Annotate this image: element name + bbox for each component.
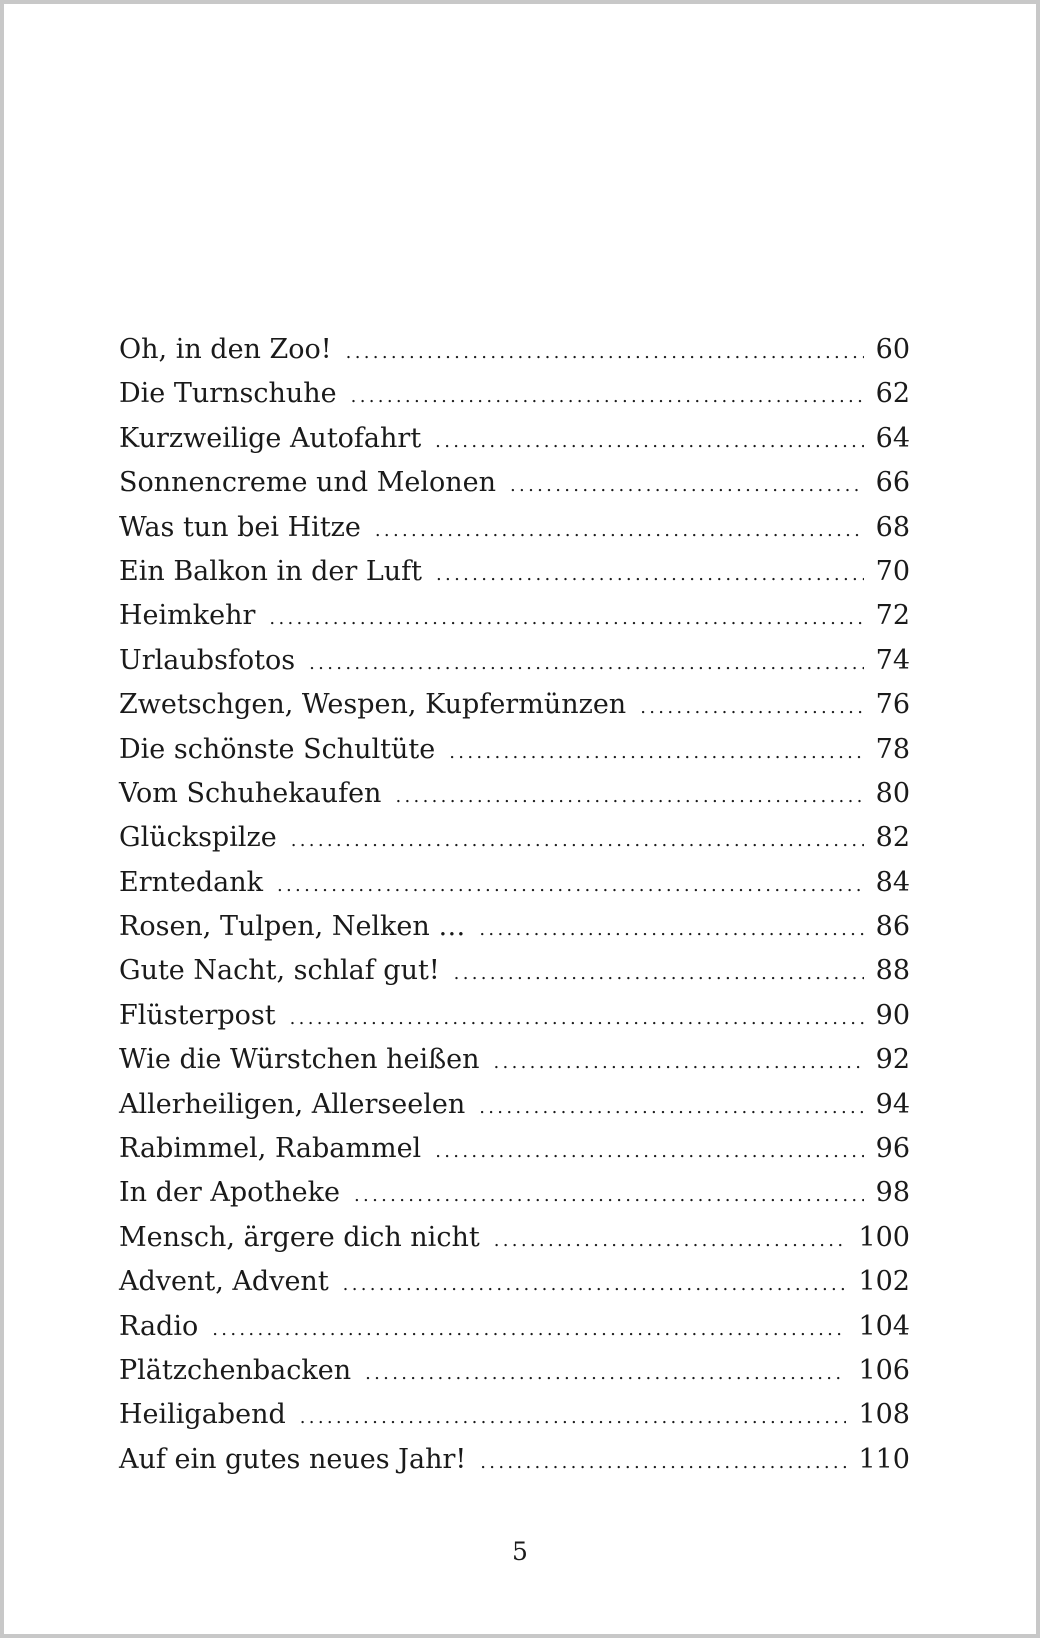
toc-entry-title: Oh, in den Zoo! [119,334,332,365]
dot-leader [269,608,863,629]
toc-entry [119,378,910,422]
dot-leader [212,1319,846,1340]
toc-entry-title: Auf ein gutes neues Jahr! [119,1443,467,1475]
toc-entry [119,556,910,600]
toc-entry-page: 84 [875,866,910,898]
dot-leader [435,431,863,452]
toc-entry-page: 70 [875,555,910,587]
toc-entry-page: 82 [875,822,910,854]
toc-entry [119,1089,910,1133]
toc-entry-title: Rabimmel, Rabammel [119,1133,422,1165]
dot-leader [346,342,864,363]
toc-entry-title: Sonnencreme und Melonen [119,467,496,499]
toc-entry-title: Vom Schuhekaufen [119,777,382,809]
toc-entry [119,1000,910,1044]
toc-entry [119,334,910,378]
toc-entry-page: 62 [875,378,910,410]
toc-entry [119,1133,910,1177]
dot-leader [309,653,864,674]
toc-entry-page: 92 [875,1044,910,1076]
toc-entry-title: Gute Nacht, schlaf gut! [119,955,440,987]
dot-leader [351,386,864,407]
toc-entry-page: 68 [875,511,910,543]
page-number: 5 [512,1537,528,1566]
toc-entry [119,689,910,733]
toc-entry-page: 102 [858,1266,910,1298]
toc-entry-page: 106 [858,1354,910,1386]
toc-entry-title: Advent, Advent [119,1266,329,1298]
dot-leader [300,1407,847,1428]
dot-leader [291,830,864,851]
toc-entry-page: 90 [875,999,910,1031]
toc-entry-page: 98 [875,1177,910,1209]
toc-entry-title: Kurzweilige Autofahrt [119,422,422,454]
dot-leader [494,1230,847,1251]
toc-entry [119,512,910,556]
dot-leader [435,1141,863,1162]
toc-entry-title: Heimkehr [119,600,256,632]
dot-leader [277,875,864,896]
dot-leader [375,520,864,541]
dot-leader [454,963,864,984]
dot-leader [290,1008,864,1029]
toc-entry-title: Zwetschgen, Wespen, Kupfermünzen [119,689,627,721]
toc-entry-title: Plätzchenbacken [119,1354,352,1386]
table-of-contents [119,334,910,1488]
toc-entry-page: 72 [875,600,910,632]
toc-entry-title: Erntedank [119,866,263,898]
toc-entry-page: 74 [875,644,910,676]
toc-entry-title: Urlaubsfotos [119,644,296,676]
toc-entry-page: 86 [875,911,910,943]
dot-leader [493,1052,863,1073]
toc-entry-title: Mensch, ärgere dich nicht [119,1221,480,1253]
toc-entry [119,1444,910,1488]
toc-entry [119,645,910,689]
toc-entry-page: 78 [875,733,910,765]
toc-entry [119,955,910,999]
toc-entry-page: 96 [875,1133,910,1165]
toc-entry-page: 80 [875,777,910,809]
dot-leader [449,742,863,763]
dot-leader [365,1363,846,1384]
toc-entry [119,1266,910,1310]
toc-entry-title: In der Apotheke [119,1177,340,1209]
toc-entry [119,1044,910,1088]
toc-entry-page: 110 [858,1443,910,1475]
toc-entry-page: 100 [858,1221,910,1253]
toc-entry-page: 60 [875,334,910,365]
toc-entry-page: 94 [875,1088,910,1120]
dot-leader [479,1097,863,1118]
toc-entry [119,734,910,778]
toc-entry [119,1177,910,1221]
dot-leader [436,564,864,585]
toc-entry [119,1311,910,1355]
toc-entry-page: 88 [875,955,910,987]
toc-entry [119,600,910,644]
toc-entry-page: 104 [858,1310,910,1342]
toc-entry [119,778,910,822]
dot-leader [395,786,863,807]
toc-entry [119,867,910,911]
toc-entry-title: Flüsterpost [119,999,276,1031]
dot-leader [479,919,863,940]
dot-leader [343,1274,847,1295]
toc-entry-page: 66 [875,467,910,499]
dot-leader [480,1452,846,1473]
dot-leader [510,475,864,496]
toc-entry [119,1222,910,1266]
toc-entry-title: Rosen, Tulpen, Nelken … [119,911,466,943]
toc-entry [119,1399,910,1443]
toc-entry [119,822,910,866]
toc-entry-title: Was tun bei Hitze [119,511,361,543]
toc-entry [119,467,910,511]
toc-entry-title: Ein Balkon in der Luft [119,555,422,587]
toc-entry-page: 64 [875,422,910,454]
toc-entry [119,423,910,467]
toc-entry-title: Die Turnschuhe [119,378,337,410]
toc-entry-title: Allerheiligen, Allerseelen [119,1088,466,1120]
toc-entry [119,1355,910,1399]
toc-entry-title: Radio [119,1310,199,1342]
toc-entry-title: Heiligabend [119,1399,286,1431]
dot-leader [640,697,863,718]
toc-entry [119,911,910,955]
toc-entry-title: Wie die Würstchen heißen [119,1044,480,1076]
dot-leader [354,1185,864,1206]
toc-entry-title: Glückspilze [119,822,277,854]
toc-entry-page: 108 [858,1399,910,1431]
toc-entry-page: 76 [875,689,910,721]
toc-entry-title: Die schönste Schultüte [119,733,436,765]
